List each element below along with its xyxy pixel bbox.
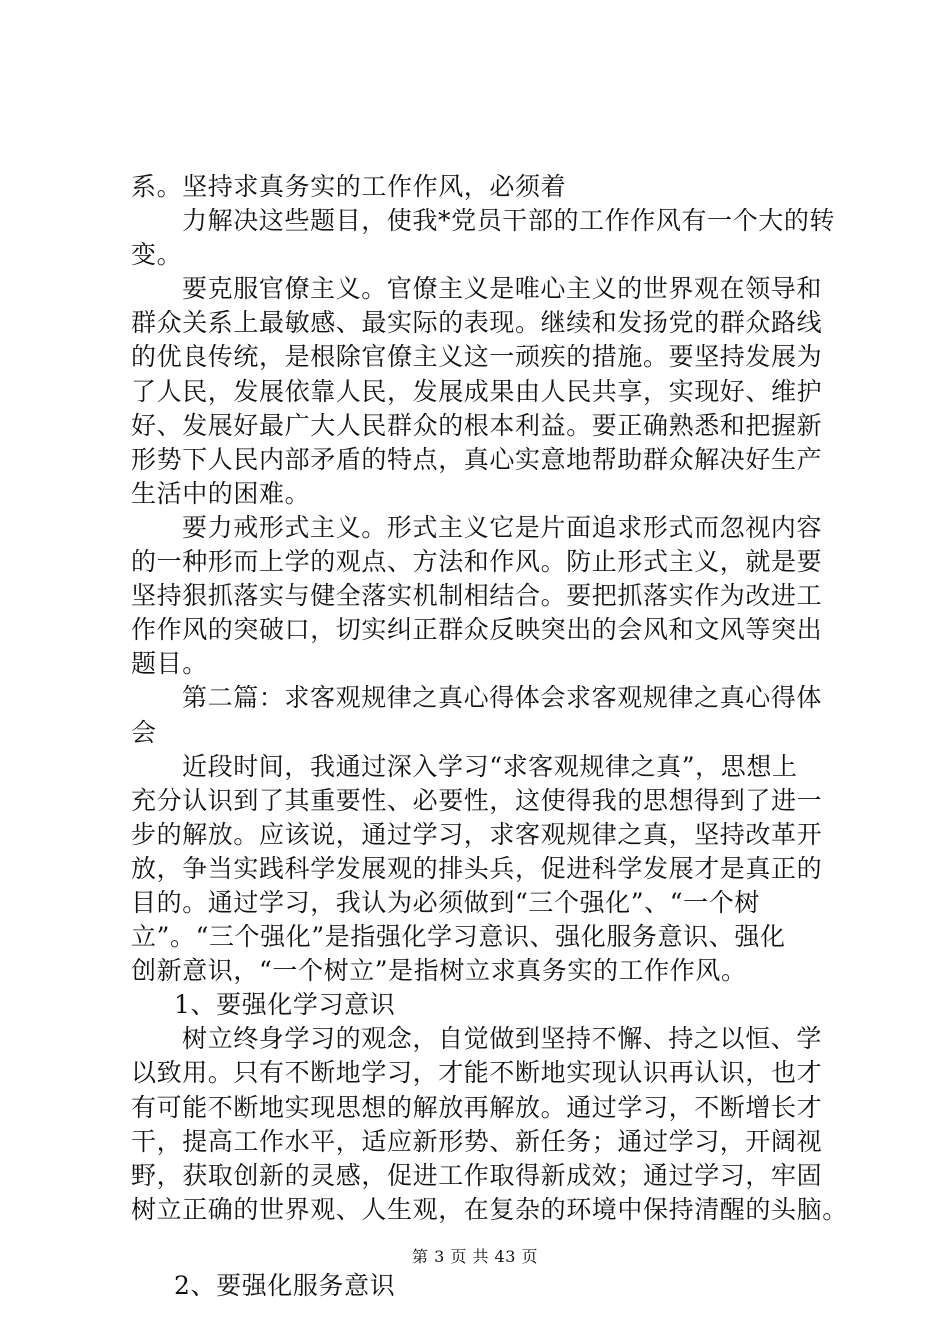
text-line: 野，获取创新的灵感，促进工作取得新成效；通过学习，牢固	[131, 1160, 823, 1190]
text-line: 题目。	[131, 649, 208, 679]
text-line: 的优良传统，是根除官僚主义这一顽疾的措施。要坚持发展为	[131, 342, 823, 372]
text-line: 树立正确的世界观、人生观，在复杂的环境中保持清醒的头脑。	[131, 1194, 848, 1224]
text-line: 的一种形而上学的观点、方法和作风。防止形式主义，就是要	[131, 547, 823, 577]
paragraph-start-line: 要力戒形式主义。形式主义它是片面追求形式而忽视内容	[182, 512, 823, 542]
text-line: 形势下人民内部矛盾的特点，真心实意地帮助群众解决好生产	[131, 444, 823, 474]
paragraph-start-line: 树立终身学习的观念，自觉做到坚持不懈、持之以恒、学	[182, 1024, 823, 1054]
text-line: 充分认识到了其重要性、必要性，这使得我的思想得到了进一	[131, 785, 823, 815]
text-line: 以致用。只有不断地学习，才能不断地实现认识再认识，也才	[131, 1058, 823, 1088]
text-line: 生活中的困难。	[131, 478, 311, 508]
text-line: 了人民，发展依靠人民，发展成果由人民共享，实现好、维护	[131, 376, 823, 406]
subheading-line: 1、要强化学习意识	[174, 990, 396, 1020]
text-line: 放，争当实践科学发展观的排头兵，促进科学发展才是真正的	[131, 853, 823, 883]
text-line: 立”。“三个强化”是指强化学习意识、强化服务意识、强化	[131, 922, 786, 952]
text-line: 步的解放。应该说，通过学习，求客观规律之真，坚持改革开	[131, 819, 823, 849]
subheading-line: 2、要强化服务意识	[174, 1270, 396, 1300]
text-line: 有可能不断地实现思想的解放再解放。通过学习，不断增长才	[131, 1092, 823, 1122]
text-line: 好、发展好最广大人民群众的根本利益。要正确熟悉和把握新	[131, 410, 823, 440]
page-footer: 第 3 页 共 43 页	[412, 1247, 538, 1266]
text-line: 力解决这些题目，使我*党员干部的工作作风有一个大的转	[182, 206, 836, 236]
text-line: 干，提高工作水平，适应新形势、新任务；通过学习，开阔视	[131, 1126, 823, 1156]
section-heading-line: 第二篇：求客观规律之真心得体会求客观规律之真心得体	[182, 683, 823, 713]
text-line: 创新意识，“一个树立”是指树立求真务实的工作作风。	[131, 956, 747, 986]
document-body	[131, 170, 848, 1303]
text-line: 变。	[131, 240, 183, 270]
paragraph-start-line: 要克服官僚主义。官僚主义是唯心主义的世界观在领导和	[182, 274, 823, 304]
text-line: 系。坚持求真务实的工作作风，必须着	[131, 172, 567, 201]
text-line: 坚持狠抓落实与健全落实机制相结合。要把抓落实作为改进工	[131, 581, 823, 611]
text-line: 群众关系上最敏感、最实际的表现。继续和发扬党的群众路线	[131, 308, 823, 338]
text-line: 作作风的突破口，切实纠正群众反映突出的会风和文风等突出	[131, 615, 823, 645]
paragraph-start-line: 近段时间，我通过深入学习“求客观规律之真”，思想上	[182, 751, 798, 781]
section-heading-line: 会	[131, 717, 157, 747]
text-line: 目的。通过学习，我认为必须做到“三个强化”、“一个树	[131, 887, 760, 917]
